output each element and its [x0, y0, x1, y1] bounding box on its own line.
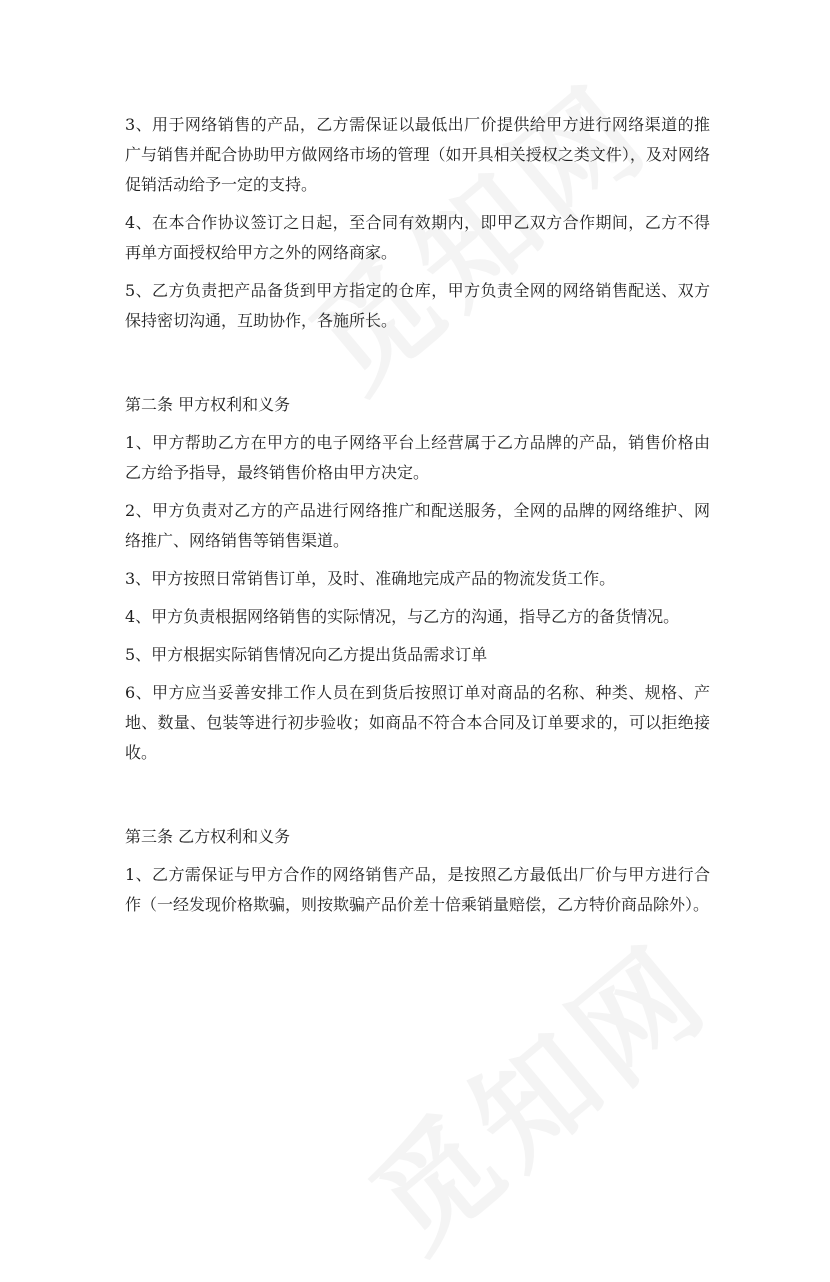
- watermark: [330, 899, 739, 1281]
- clause-paragraph: 2、甲方负责对乙方的产品进行网络推广和配送服务，全网的品牌的网络维护、网络推广、网络销售等销售渠道。: [125, 501, 710, 550]
- clause-paragraph: 5、甲方根据实际销售情况向乙方提出货品需求订单: [125, 645, 488, 664]
- clause-paragraph: 1、乙方需保证与甲方合作的网络销售产品，是按照乙方最低出厂价与甲方进行合作（一经发现价格欺骗，则按欺骗产品价差十倍乘销量赔偿，乙方特价商品除外）。: [125, 865, 710, 914]
- clause-paragraph: 3、用于网络销售的产品，乙方需保证以最低出厂价提供给甲方进行网络渠道的推广与销售并配合协助甲方做网络市场的管理（如开具相关授权之类文件），及对网络促销活动给予一定的支持。: [125, 115, 710, 194]
- clause-paragraph: 1、甲方帮助乙方在甲方的电子网络平台上经营属于乙方品牌的产品，销售价格由乙方给予指导，最终销售价格由甲方决定。: [125, 433, 710, 482]
- document-page: [125, 110, 710, 928]
- clause-paragraph: 4、甲方负责根据网络销售的实际情况，与乙方的沟通，指导乙方的备货情况。: [125, 607, 680, 626]
- section-heading: 第三条 乙方权利和义务: [125, 827, 291, 846]
- clause-paragraph: 4、在本合作协议签订之日起，至合同有效期内，即甲乙双方合作期间，乙方不得再单方面授权给甲方之外的网络商家。: [125, 213, 710, 262]
- clause-paragraph: 5、乙方负责把产品备货到甲方指定的仓库，甲方负责全网的网络销售配送、双方保持密切沟通，互助协作，各施所长。: [125, 281, 710, 330]
- section-heading: 第二条 甲方权利和义务: [125, 395, 291, 414]
- clause-paragraph: 6、甲方应当妥善安排工作人员在到货后按照订单对商品的名称、种类、规格、产地、数量、包装等进行初步验收；如商品不符合本合同及订单要求的，可以拒绝接收。: [125, 683, 710, 762]
- clause-paragraph: 3、甲方按照日常销售订单，及时、准确地完成产品的物流发货工作。: [125, 569, 616, 588]
